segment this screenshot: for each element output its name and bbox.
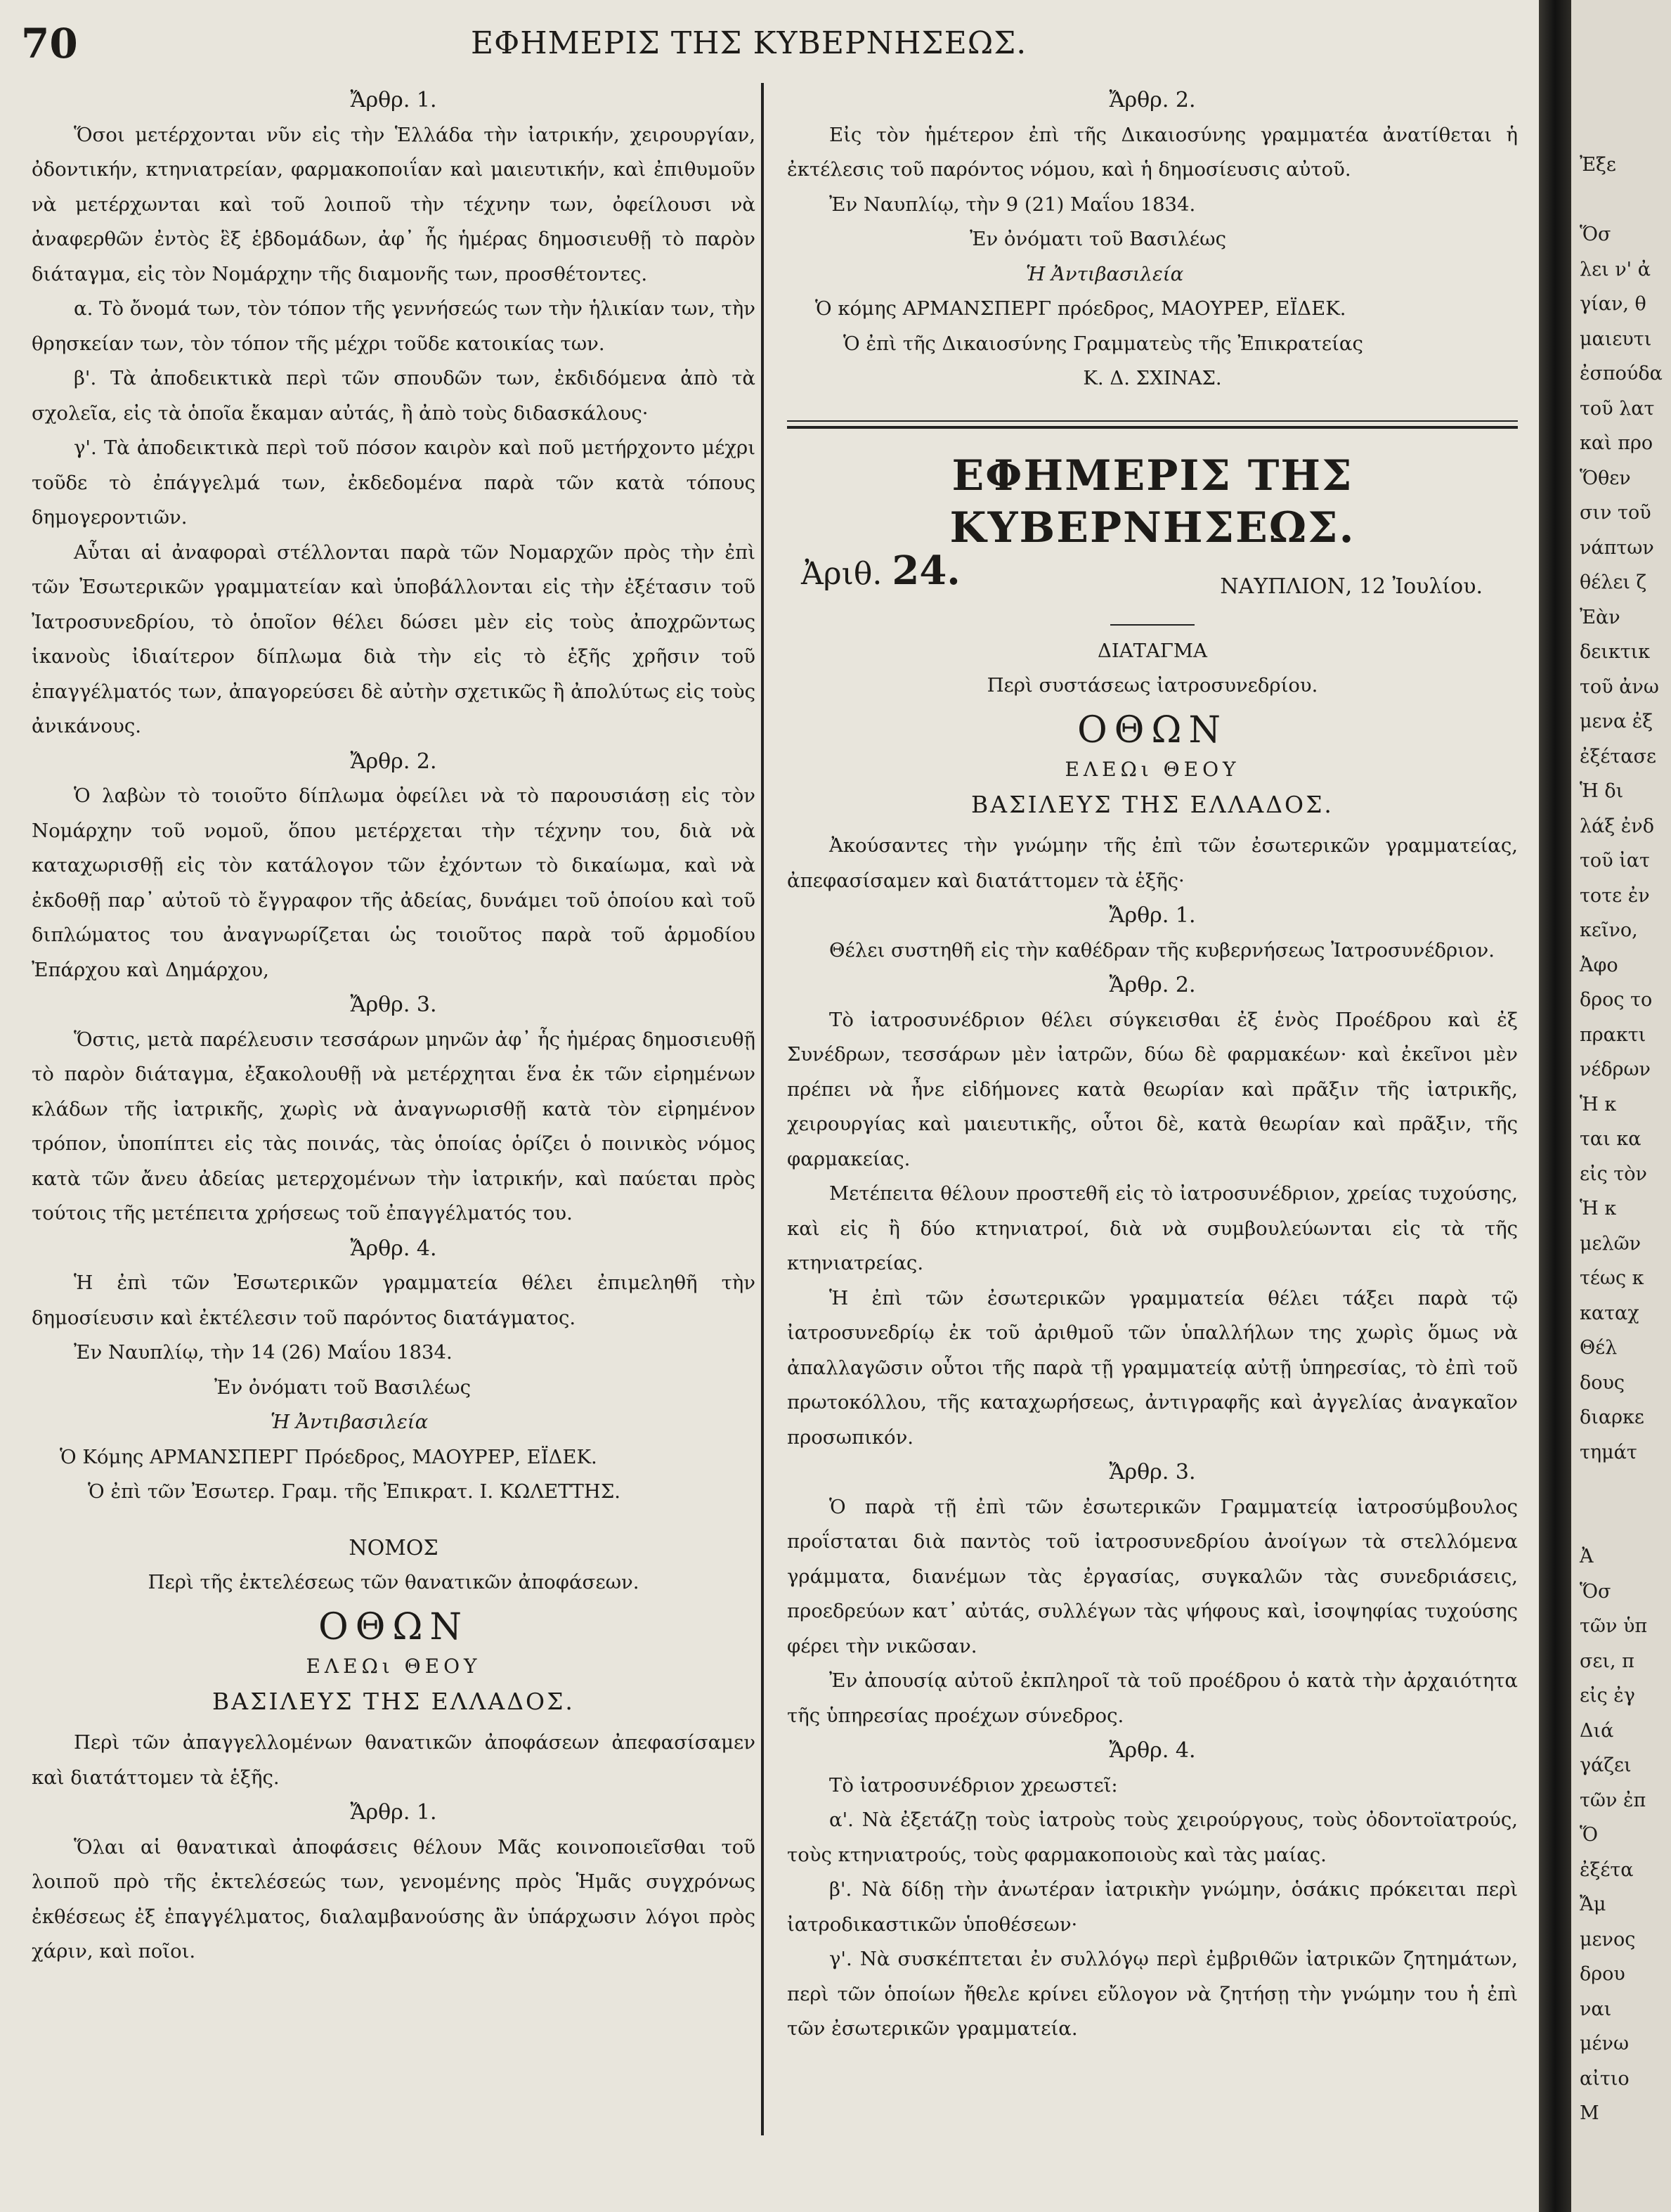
adjacent-line: τῶν ὑπ — [1580, 1615, 1648, 1637]
paragraph: Μετέπειτα θέλουν προστεθῆ εἰς τὸ ἰατροσυνέδριον, χρείας τυχούσης, καὶ εἰς ἢ δύο κτηνιατροί, διὰ νὰ συμβουλεύωνται εἰς τὰ τῆς κτηνιατρείας. — [787, 1182, 1518, 1274]
decree-title: ΔΙΑΤΑΓΜΑ — [1098, 639, 1207, 662]
adjacent-line: Ἄμ — [1580, 1894, 1606, 1915]
adjacent-line: μένω — [1580, 2033, 1629, 2055]
issue-masthead: ΕΦΗΜΕΡΙΣ ΤΗΣ ΚΥΒΕΡΝΗΣΕΩΣ. — [949, 451, 1355, 552]
adjacent-line: Ἐὰν — [1580, 606, 1620, 628]
adjacent-line: τέως κ — [1580, 1267, 1644, 1289]
adjacent-line: πρακτι — [1580, 1023, 1646, 1046]
signature-regency: Ἡ Ἀντιβασιλεία — [1026, 262, 1184, 285]
adjacent-line: δρου — [1580, 1963, 1625, 1985]
right-column — [787, 83, 1518, 2047]
adjacent-line: ται κα — [1580, 1128, 1641, 1150]
king-of-greece: ΒΑΣΙΛΕΥΣ ΤΗΣ ΕΛΛΑΔΟΣ. — [212, 1687, 575, 1715]
adjacent-line: Ὅθεν — [1580, 467, 1631, 489]
adjacent-line: δους — [1580, 1371, 1625, 1394]
adjacent-line: Ἀ — [1580, 1546, 1594, 1567]
adjacent-line: μαιευτι — [1580, 328, 1652, 350]
paragraph: Ὁ λαβὼν τὸ τοιοῦτο δίπλωμα ὀφείλει νὰ τὸ παρουσιάσῃ εἰς τὸν Νομάρχην τοῦ νομοῦ, ὅπου μετέρχεται τὴν τέχνην του, διὰ νὰ καταχωρισθῇ εἰς τὸν κατάλογον τῶν ἐχόντων τὸ δικαίωμα, καὶ νὰ ἐκδοθῇ παρ᾽ αὐτοῦ τὸ ἔγγραφον τῆς ἀδείας, δυνάμει τοῦ ὁποίου καὶ τοῦ διπλώματος του ἀναγνωρίζεται ὡς τοιοῦτος παρὰ τοῦ ἁρμοδίου Ἐπάρχου καὶ Δημάρχου, — [32, 784, 755, 981]
adjacent-line: Ἡ δι — [1580, 780, 1624, 802]
adjacent-line: Ἡ κ — [1580, 1093, 1617, 1115]
book-spine — [1539, 0, 1571, 2212]
adjacent-line: Διά — [1580, 1719, 1614, 1742]
signature-minister: Ὁ ἐπὶ τῶν Ἐσωτερ. Γραμ. τῆς Ἐπικρατ. Ι. ΚΩΛΕΤΤΗΣ. — [88, 1480, 621, 1503]
article-heading: Ἄρθρ. 4. — [1109, 1738, 1196, 1763]
signature-names: Ὁ Κόμης ΑΡΜΑΝΣΠΕΡΓ Πρόεδρος, ΜΑΟΥΡΕΡ, ΕΪΔΕΚ. — [60, 1445, 597, 1468]
column-divider — [761, 83, 764, 2135]
adjacent-line: καὶ προ — [1580, 432, 1653, 454]
adjacent-line: Ὅσ — [1580, 1580, 1611, 1603]
article-heading: Ἄρθρ. 3. — [350, 992, 437, 1017]
adjacent-line: τοῦ ἀνω — [1580, 675, 1659, 698]
paragraph: Τὸ ἰατροσυνέδριον χρεωστεῖ: — [829, 1773, 1118, 1797]
adjacent-line: αἰτιο — [1580, 2067, 1630, 2090]
paragraph: Τὸ ἰατροσυνέδριον θέλει σύγκεισθαι ἐξ ἑνὸς Προέδρου καὶ ἐξ Συνέδρων, τεσσάρων μὲν ἰατρῶν, δύω δὲ φαρμακέων· καὶ ἐκεῖνοι μὲν πρέπει νὰ ἦνε εἰδήμονες κατὰ θεωρίαν καὶ πρᾶξιν τῆς ἰατρικῆς, χειρουργίας καὶ μαιευτικῆς, οὗτοι δὲ, κατὰ θεωρίαν καὶ πρᾶξιν, τῆς φαρμακείας. — [787, 1008, 1518, 1170]
adjacent-line: εἰς ἐγ — [1580, 1685, 1635, 1707]
dateline: Ἐν Ναυπλίῳ, τὴν 9 (21) Μαΐου 1834. — [829, 193, 1196, 216]
adjacent-line: ἐξέτασε — [1580, 745, 1656, 768]
adjacent-line: εἰς τὸν — [1580, 1163, 1647, 1185]
page-header — [21, 20, 1532, 76]
law-title: ΝΟΜΟΣ — [349, 1535, 438, 1560]
list-item: γ'. Νὰ συσκέπτεται ἐν συλλόγῳ περὶ ἐμβριθῶν ἰατρικῶν ζητημάτων, περὶ τῶν ὁποίων ἤθελε κρίνει εὔλογον νὰ ζητήσῃ τὴν γνώμην του ἡ ἐπὶ τῶν ἐσωτερικῶν γραμματεία. — [787, 1948, 1518, 2040]
issue-number: 24. — [892, 547, 961, 594]
adjacent-line: τοτε ἐν — [1580, 884, 1650, 907]
adjacent-line: Μ — [1580, 2102, 1599, 2124]
adjacent-line: δεικτικ — [1580, 641, 1651, 663]
article-heading: Ἄρθρ. 2. — [1109, 973, 1196, 997]
by-grace-of-god: ΕΛΕΩι ΘΕΟΥ — [1065, 758, 1240, 781]
adjacent-line: καταχ — [1580, 1302, 1639, 1324]
signature-minister-name: Κ. Δ. ΣΧΙΝΑΣ. — [1083, 367, 1222, 389]
adjacent-line: ναι — [1580, 1998, 1612, 2020]
adjacent-line: γίαν, θ — [1580, 293, 1646, 315]
paragraph: Ἀκούσαντες τὴν γνώμην τῆς ἐπὶ τῶν ἐσωτερικῶν γραμματείας, ἀπεφασίσαμεν καὶ διατάττομεν τὰ ἑξῆς· — [787, 834, 1518, 892]
article-heading: Ἄρθρ. 3. — [1109, 1460, 1196, 1485]
adjacent-line: τοῦ λατ — [1580, 397, 1655, 420]
article-heading: Ἄρθρ. 2. — [350, 749, 437, 774]
adjacent-line: νέδρων — [1580, 1059, 1651, 1080]
adjacent-line: διαρκε — [1580, 1406, 1644, 1428]
adjacent-line: ἐσπούδα — [1580, 363, 1663, 384]
decree-subtitle: Περὶ συστάσεως ἰατροσυνεδρίου. — [987, 674, 1318, 697]
paragraph: Ὅστις, μετὰ παρέλευσιν τεσσάρων μηνῶν ἀφ᾽ ἧς ἡμέρας δημοσιευθῇ τὸ παρὸν διάταγμα, ἐξακολουθῇ νὰ μετέρχηται ἕνα ἐκ τῶν εἰρημένων κλάδων τῆς ἰατρικῆς, χωρὶς νὰ ἀναγνωρισθῇ κατὰ τὸν εἰρημένον τρόπον, ὑποπίπτει εἰς τὰς ποινάς, τὰς ὁποίας ὁρίζει ὁ ποινικὸς νόμος κατὰ τῶν ἄνευ ἀδείας μετερχομένων τὴν ἰατρικήν, καὶ παύεται πρὸς τούτοις τῆς μετέπειτα χρήσεως τοῦ ἐπαγγέλματός του. — [32, 1028, 755, 1224]
adjacent-line: Ἐξε — [1580, 154, 1616, 176]
adjacent-line: δρος το — [1580, 989, 1653, 1011]
issue-label: Ἀριθ. — [801, 555, 883, 592]
list-item: γ'. Τὰ ἀποδεικτικὰ περὶ τοῦ πόσον καιρὸν καὶ ποῦ μετήρχοντο μέχρι τοῦδε τὸ ἐπάγγελμά των, ἐκδεδομένα παρὰ τῶν κατὰ τόπους δημογεροντιῶν. — [32, 436, 755, 529]
adjacent-line — [1580, 183, 1671, 218]
article-heading: Ἄρθρ. 1. — [1109, 903, 1196, 928]
adjacent-line: τῶν ἐπ — [1580, 1789, 1646, 1811]
adjacent-line: γάζει — [1580, 1754, 1632, 1776]
adjacent-line — [1580, 1470, 1671, 1505]
adjacent-line: τοῦ ἰατ — [1580, 850, 1650, 872]
paragraph: Θέλει συστηθῆ εἰς τὴν καθέδραν τῆς κυβερνήσεως Ἰατροσυνέδριον. — [829, 938, 1495, 962]
article-heading: Ἄρθρ. 1. — [350, 88, 437, 112]
signature-king: Ἐν ὀνόματι τοῦ Βασιλέως — [214, 1376, 471, 1399]
adjacent-line: μενα ἐξ — [1580, 711, 1653, 732]
adjacent-line: ἐξέτα — [1580, 1858, 1634, 1881]
signature-names: Ὁ κόμης ΑΡΜΑΝΣΠΕΡΓ πρόεδρος, ΜΑΟΥΡΕΡ, ΕΪΔΕΚ. — [815, 297, 1346, 320]
king-name: ΟΘΩΝ — [318, 1605, 469, 1648]
adjacent-page-text — [1580, 148, 1671, 2131]
adjacent-line: λει ν' ἀ — [1580, 258, 1651, 280]
adjacent-line: τημάτ — [1580, 1441, 1637, 1463]
by-grace-of-god: ΕΛΕΩι ΘΕΟΥ — [306, 1655, 481, 1678]
list-item: β'. Νὰ δίδῃ τὴν ἀνωτέραν ἰατρικὴν γνώμην, ὁσάκις πρόκειται περὶ ἰατροδικαστικῶν ὑποθέσεων· — [787, 1878, 1518, 1936]
page-number: 70 — [21, 20, 78, 67]
paragraph: Αὗται αἱ ἀναφοραὶ στέλλονται παρὰ τῶν Νομαρχῶν πρὸς τὴν ἐπὶ τῶν Ἐσωτερικῶν γραμματείαν καὶ ὑποβάλλονται εἰς τὴν ἐξέτασιν τοῦ Ἰατροσυνεδρίου, τὸ ὁποῖον θέλει δώσει μὲν εἰς τοὺς ἀποχρῶντως ἱκανοὺς ἰδιαίτερον δίπλωμα διὰ τὴν εἰς τὸ ἑξῆς χρῆσιν τοῦ ἐπαγγέλματός των, ἀπαγορεύσει δὲ αὐτὴν σχετικῶς ἢ ἀπολύτως εἰς τοὺς ἀνικάνους. — [32, 541, 755, 737]
issue-number-label — [801, 547, 961, 594]
adjacent-line: σιν τοῦ — [1580, 502, 1651, 524]
article-heading: Ἄρθρ. 2. — [1109, 88, 1196, 112]
adjacent-line: Ἀφο — [1580, 954, 1618, 976]
signature-king: Ἐν ὀνόματι τοῦ Βασιλέως — [970, 228, 1226, 250]
paragraph: Ὁ παρὰ τῇ ἐπὶ τῶν ἐσωτερικῶν Γραμματείᾳ ἰατροσύμβουλος προΐσταται διὰ παντὸς τοῦ ἰατροσυνεδρίου ἀνοίγων τὰ στελλόμενα γράμματα, διανέμων τὰς ἐργασίας, συγκαλῶν τὰς συνεδριάσεις, προεδρεύων κατ᾽ αὐτάς, συλλέγων τὰς ψήφους καὶ, ἰσοψηφίας τυχούσης φέρει τὴν νικῶσαν. — [787, 1495, 1518, 1657]
adjacent-line — [1580, 1505, 1671, 1540]
adjacent-line: Ἡ κ — [1580, 1198, 1617, 1220]
adjacent-line: Ὅ — [1580, 1824, 1599, 1846]
running-title: ΕΦΗΜΕΡΙΣ ΤΗΣ ΚΥΒΕΡΝΗΣΕΩΣ. — [471, 25, 1027, 61]
left-column — [32, 83, 755, 1970]
paragraph: Ἡ ἐπὶ τῶν Ἐσωτερικῶν γραμματεία θέλει ἐπιμεληθῆ τὴν δημοσίευσιν καὶ ἐκτέλεσιν τοῦ παρόντος διατάγματος. — [32, 1272, 755, 1329]
issue-line — [787, 547, 1518, 603]
article-heading: Ἄρθρ. 4. — [350, 1236, 437, 1261]
adjacent-line: κεῖνο, — [1580, 919, 1638, 941]
paragraph: Ἐν ἀπουσίᾳ αὐτοῦ ἐκπληροῖ τὰ τοῦ προέδρου ὁ κατὰ τὴν ἀρχαιότητα τῆς ὑπηρεσίας προέχων σύνεδρος. — [787, 1669, 1518, 1727]
paragraph: Περὶ τῶν ἀπαγγελλομένων θανατικῶν ἀποφάσεων ἀπεφασίσαμεν καὶ διατάττομεν τὰ ἑξῆς. — [32, 1731, 755, 1789]
adjacent-line: Ὅσ — [1580, 224, 1611, 245]
article-heading: Ἄρθρ. 1. — [350, 1800, 437, 1825]
signature-minister: Ὁ ἐπὶ τῆς Δικαιοσύνης Γραμματεὺς τῆς Ἐπικρατείας — [843, 332, 1363, 355]
adjacent-line: Θέλ — [1580, 1337, 1618, 1359]
adjacent-line: λάξ ἐνδ — [1580, 815, 1654, 837]
dateline: Ἐν Ναυπλίῳ, τὴν 14 (26) Μαΐου 1834. — [74, 1341, 453, 1364]
list-item: α'. Νὰ ἐξετάζῃ τοὺς ἰατροὺς τοὺς χειρούργους, τοὺς ὀδοντοϊατρούς, τοὺς κτηνιατρούς, τοὺς φαρμακοποιοὺς καὶ τὰς μαίας. — [787, 1809, 1518, 1866]
paragraph: Ὅλαι αἱ θανατικαὶ ἀποφάσεις θέλουν Μᾶς κοινοποιεῖσθαι τοῦ λοιποῦ πρὸ τῆς ἐκτελέσεώς των, γενομένης πρὸς Ἡμᾶς συγχρόνως ἐκθέσεως ἐξ ἐπαγγέλματος, διαλαμβανούσης ἂν ὑπάρχωσιν λόγοι πρὸς χάριν, καὶ ποῖοι. — [32, 1835, 755, 1962]
signature-regency: Ἡ Ἀντιβασιλεία — [271, 1411, 429, 1433]
list-item: α. Τὸ ὄνομά των, τὸν τόπον τῆς γεννήσεώς των τὴν ἡλικίαν των, τὴν θρησκείαν των, τὸν τόπον τῆς μέχρι τοῦδε κατοικίας των. — [32, 297, 755, 355]
adjacent-line: νάπτων — [1580, 536, 1654, 559]
short-rule — [1110, 624, 1195, 626]
law-subtitle: Περὶ τῆς ἐκτελέσεως τῶν θανατικῶν ἀποφάσεων. — [148, 1571, 639, 1593]
adjacent-line: θέλει ζ — [1580, 571, 1647, 593]
section-rule — [787, 420, 1518, 429]
list-item: β'. Τὰ ἀποδεικτικὰ περὶ τῶν σπουδῶν των, ἐκδιδόμενα ἀπὸ τὰ σχολεῖα, εἰς τὰ ὁποῖα ἔκαμαν αὐτάς, ἢ ἀπὸ τοὺς διδασκάλους· — [32, 367, 755, 425]
king-of-greece: ΒΑΣΙΛΕΥΣ ΤΗΣ ΕΛΛΑΔΟΣ. — [971, 790, 1334, 818]
adjacent-line: σει, π — [1580, 1650, 1634, 1672]
paragraph: Εἰς τὸν ἡμέτερον ἐπὶ τῆς Δικαιοσύνης γραμματέα ἀνατίθεται ἡ ἐκτέλεσις τοῦ παρόντος νόμου, καὶ ἡ δημοσίευσις αὐτοῦ. — [787, 123, 1518, 181]
adjacent-line: μενος — [1580, 1928, 1636, 1951]
paragraph: Ἡ ἐπὶ τῶν ἐσωτερικῶν γραμματεία θέλει τάξει παρὰ τῷ ἰατροσυνεδρίῳ ἐκ τοῦ ἀριθμοῦ τῶν ὑπαλλήλων της χωρὶς ὅμως νὰ ἀπαλλαγῶσιν οὗτοι τῆς παρὰ τῇ γραμματείᾳ αὐτῇ ὑπηρεσίας, τὸ ἐπὶ τοῦ πρωτοκόλλου, τῆς καταχωρήσεως, ἀντιγραφῆς καὶ ἀγγελίας ἀναγκαῖον προσωπικόν. — [787, 1286, 1518, 1449]
adjacent-line: μελῶν — [1580, 1232, 1641, 1255]
adjacent-page-fragment — [1571, 0, 1671, 2212]
paragraph: Ὅσοι μετέρχονται νῦν εἰς τὴν Ἑλλάδα τὴν ἰατρικήν, χειρουργίαν, ὀδοντικήν, κτηνιατρείαν, φαρμακοποιΐαν καὶ μαιευτικήν, καὶ ἐπιθυμοῦν νὰ μετέρχωνται καὶ τοῦ λοιποῦ τὴν τέχνην των, ὀφείλουσι νὰ ἀναφερθῶν ἐντὸς ἓξ ἑβδομάδων, ἀφ᾽ ἧς ἡμέρας δημοσιευθῇ τὸ παρὸν διάταγμα, εἰς τὸν Νομάρχην τῆς διαμονῆς των, προσθέτοντες. — [32, 123, 755, 285]
king-name: ΟΘΩΝ — [1077, 709, 1228, 751]
issue-place-date: ΝΑΥΠΛΙΟΝ, 12 Ἰουλίου. — [1220, 574, 1483, 599]
